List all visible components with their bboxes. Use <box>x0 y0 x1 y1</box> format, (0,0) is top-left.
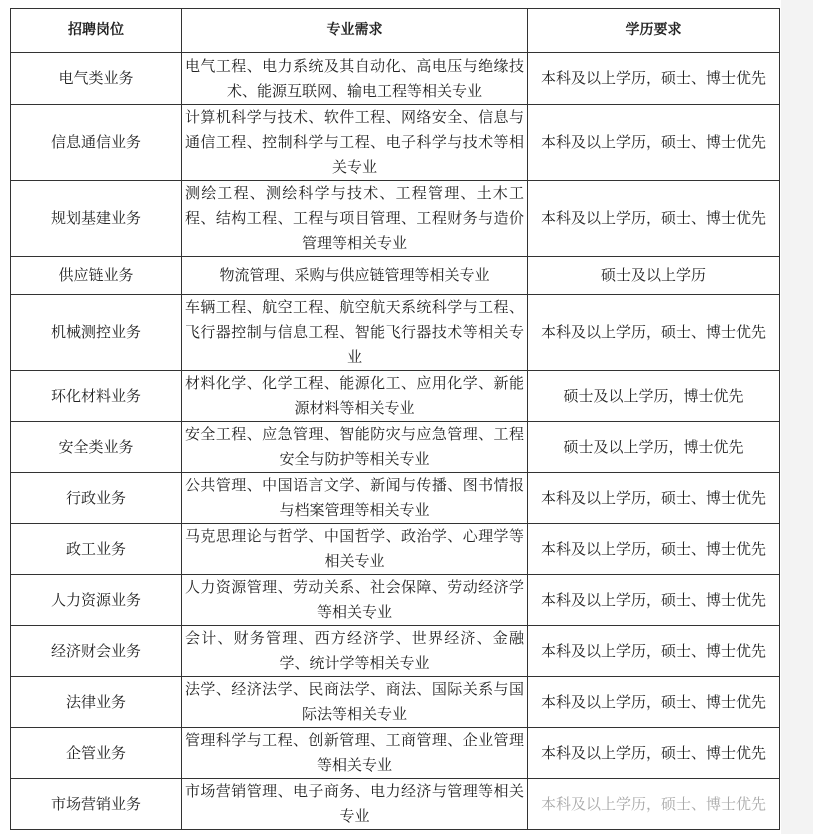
majors-cell: 车辆工程、航空工程、航空航天系统科学与工程、飞行器控制与信息工程、智能飞行器技术等相关专业 <box>182 295 528 371</box>
position-cell: 法律业务 <box>11 677 182 728</box>
position-cell: 供应链业务 <box>11 257 182 295</box>
header-majors: 专业需求 <box>182 9 528 53</box>
position-cell: 经济财会业务 <box>11 626 182 677</box>
table-row <box>11 473 780 524</box>
table-row <box>11 524 780 575</box>
education-cell: 硕士及以上学历 <box>528 257 780 295</box>
education-cell: 本科及以上学历，硕士、博士优先 <box>528 677 780 728</box>
majors-cell: 计算机科学与技术、软件工程、网络安全、信息与通信工程、控制科学与工程、电子科学与技术等相关专业 <box>182 105 528 181</box>
majors-cell: 马克思理论与哲学、中国哲学、政治学、心理学等相关专业 <box>182 524 528 575</box>
majors-cell: 电气工程、电力系统及其自动化、高电压与绝缘技术、能源互联网、输电工程等相关专业 <box>182 53 528 105</box>
education-cell: 本科及以上学历，硕士、博士优先 <box>528 53 780 105</box>
table-row <box>11 371 780 422</box>
table-row <box>11 575 780 626</box>
position-cell: 市场营销业务 <box>11 779 182 830</box>
header-position: 招聘岗位 <box>11 9 182 53</box>
table-row <box>11 105 780 181</box>
table-row <box>11 257 780 295</box>
majors-cell: 管理科学与工程、创新管理、工商管理、企业管理等相关专业 <box>182 728 528 779</box>
education-cell: 硕士及以上学历，博士优先 <box>528 422 780 473</box>
table-row <box>11 677 780 728</box>
education-cell: 本科及以上学历，硕士、博士优先 <box>528 473 780 524</box>
majors-cell: 市场营销管理、电子商务、电力经济与管理等相关专业 <box>182 779 528 830</box>
majors-cell: 材料化学、化学工程、能源化工、应用化学、新能源材料等相关专业 <box>182 371 528 422</box>
position-cell: 人力资源业务 <box>11 575 182 626</box>
position-cell: 机械测控业务 <box>11 295 182 371</box>
position-cell: 环化材料业务 <box>11 371 182 422</box>
education-cell: 本科及以上学历，硕士、博士优先 <box>528 626 780 677</box>
majors-cell: 会计、财务管理、西方经济学、世界经济、金融学、统计学等相关专业 <box>182 626 528 677</box>
position-cell: 电气类业务 <box>11 53 182 105</box>
education-cell: 本科及以上学历，硕士、博士优先 <box>528 295 780 371</box>
education-cell: 本科及以上学历，硕士、博士优先 <box>528 728 780 779</box>
majors-cell: 测绘工程、测绘科学与技术、工程管理、土木工程、结构工程、工程与项目管理、工程财务与造价管理等相关专业 <box>182 181 528 257</box>
table-row <box>11 181 780 257</box>
education-cell: 硕士及以上学历，博士优先 <box>528 371 780 422</box>
education-cell: 本科及以上学历，硕士、博士优先 <box>528 181 780 257</box>
education-cell: 本科及以上学历，硕士、博士优先 <box>528 105 780 181</box>
table-row <box>11 53 780 105</box>
recruitment-table <box>10 8 780 830</box>
table-row <box>11 728 780 779</box>
education-cell: 本科及以上学历，硕士、博士优先 <box>528 575 780 626</box>
scrollbar-track[interactable] <box>781 0 813 834</box>
majors-cell: 安全工程、应急管理、智能防灾与应急管理、工程安全与防护等相关专业 <box>182 422 528 473</box>
position-cell: 规划基建业务 <box>11 181 182 257</box>
header-education: 学历要求 <box>528 9 780 53</box>
majors-cell: 人力资源管理、劳动关系、社会保障、劳动经济学等相关专业 <box>182 575 528 626</box>
table-row <box>11 422 780 473</box>
position-cell: 政工业务 <box>11 524 182 575</box>
position-cell: 行政业务 <box>11 473 182 524</box>
position-cell: 信息通信业务 <box>11 105 182 181</box>
majors-cell: 物流管理、采购与供应链管理等相关专业 <box>182 257 528 295</box>
table-row <box>11 295 780 371</box>
education-cell: 本科及以上学历，硕士、博士优先 <box>528 524 780 575</box>
position-cell: 安全类业务 <box>11 422 182 473</box>
majors-cell: 公共管理、中国语言文学、新闻与传播、图书情报与档案管理等相关专业 <box>182 473 528 524</box>
recruitment-table-container <box>10 8 780 830</box>
position-cell: 企管业务 <box>11 728 182 779</box>
table-row <box>11 779 780 830</box>
majors-cell: 法学、经济法学、民商法学、商法、国际关系与国际法等相关专业 <box>182 677 528 728</box>
education-cell: 本科及以上学历，硕士、博士优先 <box>528 779 780 830</box>
table-row <box>11 626 780 677</box>
table-header-row <box>11 9 780 53</box>
